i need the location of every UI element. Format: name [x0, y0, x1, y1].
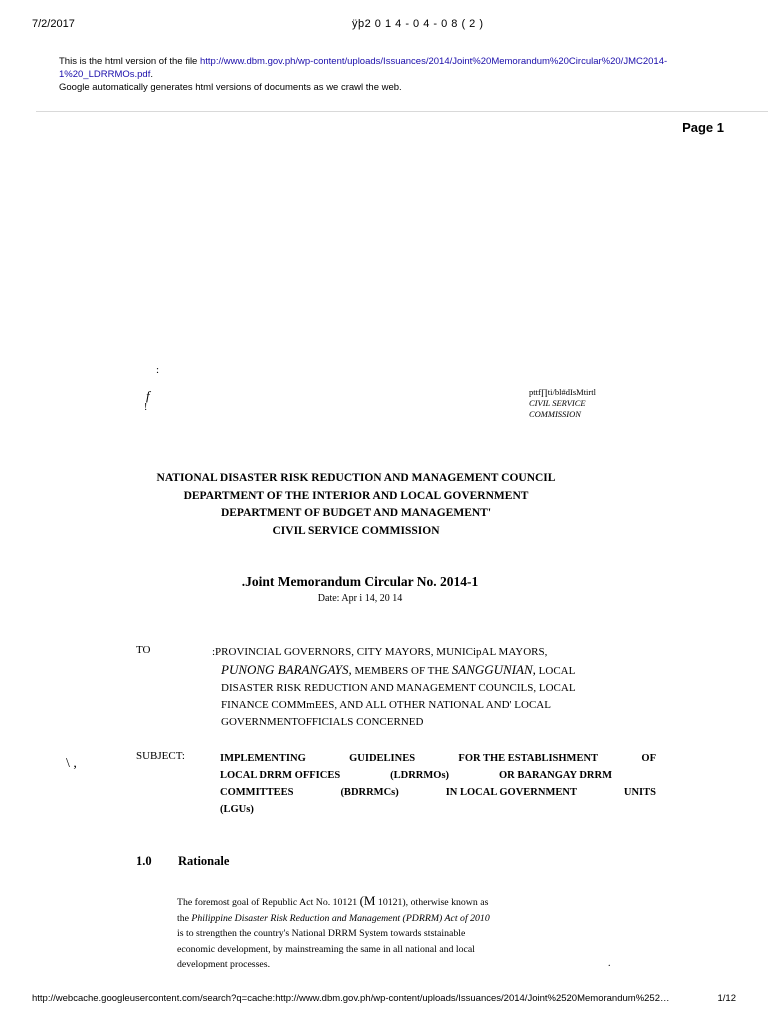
print-footer-url: http://webcache.googleusercontent.com/search?q=cache:http://www.dbm.gov.ph/wp-content/uploads/Issuances/2014/Joint%2520Memorandum%252…	[32, 993, 670, 1004]
to-recipients	[212, 644, 672, 731]
seal-text-line2: CIVIL SERVICE	[529, 398, 586, 408]
scan-mark-colon: :	[156, 364, 160, 376]
to-line-4: FINANCE COMMmEES, AND ALL OTHER NATIONAL AND' LOCAL	[221, 699, 551, 711]
seal-text	[529, 387, 596, 420]
subject-row-3: COMMITTEES (BDRRMCs) IN LOCAL GOVERNMENT UNITS	[220, 787, 656, 798]
agency-ndrrmc: NATIONAL DISASTER RISK REDUCTION AND MANAGEMENT COUNCIL	[156, 472, 556, 484]
cache-banner-note: Google automatically generates html versions of documents as we crawl the web.	[59, 82, 402, 93]
rationale-line-1: The foremost goal of Republic Act No. 10121 (M 10121), otherwise known as	[177, 893, 489, 908]
circular-title: .Joint Memorandum Circular No. 2014-1	[241, 574, 479, 589]
rationale-line-5: development processes.	[177, 959, 271, 970]
to-line-5: GOVERNMENTOFFICIALS CONCERNED	[221, 716, 424, 728]
circular-date: Date: Apr i 14, 20 14	[317, 593, 403, 604]
to-line-2: PUNONG BARANGAYS, MEMBERS OF THE SANGGUNIAN, LOCAL	[221, 662, 576, 677]
agency-dilg: DEPARTMENT OF THE INTERIOR AND LOCAL GOVERNMENT	[183, 489, 529, 502]
scan-mark-f: f	[146, 388, 150, 403]
cache-banner-period: .	[150, 69, 153, 80]
seal-text-line1: pttf∏ti/bl#dIsMtirtl	[529, 387, 596, 397]
agency-dbm: DEPARTMENT OF BUDGET AND MANAGEMENT'	[220, 507, 492, 520]
to-line-3: DISASTER RISK REDUCTION AND MANAGEMENT COUNCILS, LOCAL	[221, 682, 576, 694]
section-heading: Rationale	[178, 854, 230, 868]
print-date: 7/2/2017	[32, 18, 75, 30]
seal-text-line3: COMMISSION	[529, 409, 581, 419]
agency-csc: CIVIL SERVICE COMMISSION	[272, 524, 440, 537]
rationale-line-3: is to strengthen the country's National DRRM System towards ststainable	[177, 928, 466, 939]
scan-mark-dot: .	[608, 958, 611, 969]
banner-divider	[36, 111, 768, 112]
subject-text	[220, 750, 656, 818]
subject-label: SUBJECT:	[136, 750, 185, 762]
cache-banner	[59, 55, 719, 94]
rationale-line-4: economic development, by mainstreaming the same in all national and local	[177, 943, 475, 955]
cache-banner-prefix: This is the html version of the file	[59, 56, 200, 67]
agency-header	[96, 470, 616, 540]
print-page-count: 1/12	[717, 993, 736, 1004]
subject-row-2: LOCAL DRRM OFFICES (LDRRMOs) OR BARANGAY DRRM	[220, 770, 612, 781]
scan-mark-backslash: \ ,	[66, 756, 77, 771]
page-label: Page 1	[682, 120, 724, 135]
print-title: ÿþ2 0 1 4 - 0 4 - 0 8 ( 2 )	[352, 18, 484, 30]
to-label: TO	[136, 644, 151, 656]
rationale-paragraph	[177, 893, 577, 973]
source-pdf-link[interactable]: http://www.dbm.gov.ph/wp-content/uploads/Issuances/2014/Joint%20Memorandum%20Circular%20/JMC2014- 1%20_LDRRMOs.pdf	[59, 56, 668, 80]
scan-mark-bar: !	[144, 402, 148, 413]
section-number: 1.0	[136, 854, 152, 868]
subject-row-1: IMPLEMENTING GUIDELINES FOR THE ESTABLISHMENT OF	[220, 753, 656, 764]
rationale-line-2: the Philippine Disaster Risk Reduction and Management (PDRRM) Act of 2010	[177, 912, 490, 924]
to-line-1: :PROVINCIAL GOVERNORS, CITY MAYORS, MUNICipAL MAYORS,	[212, 646, 548, 658]
subject-row-4: (LGUs)	[220, 804, 254, 815]
